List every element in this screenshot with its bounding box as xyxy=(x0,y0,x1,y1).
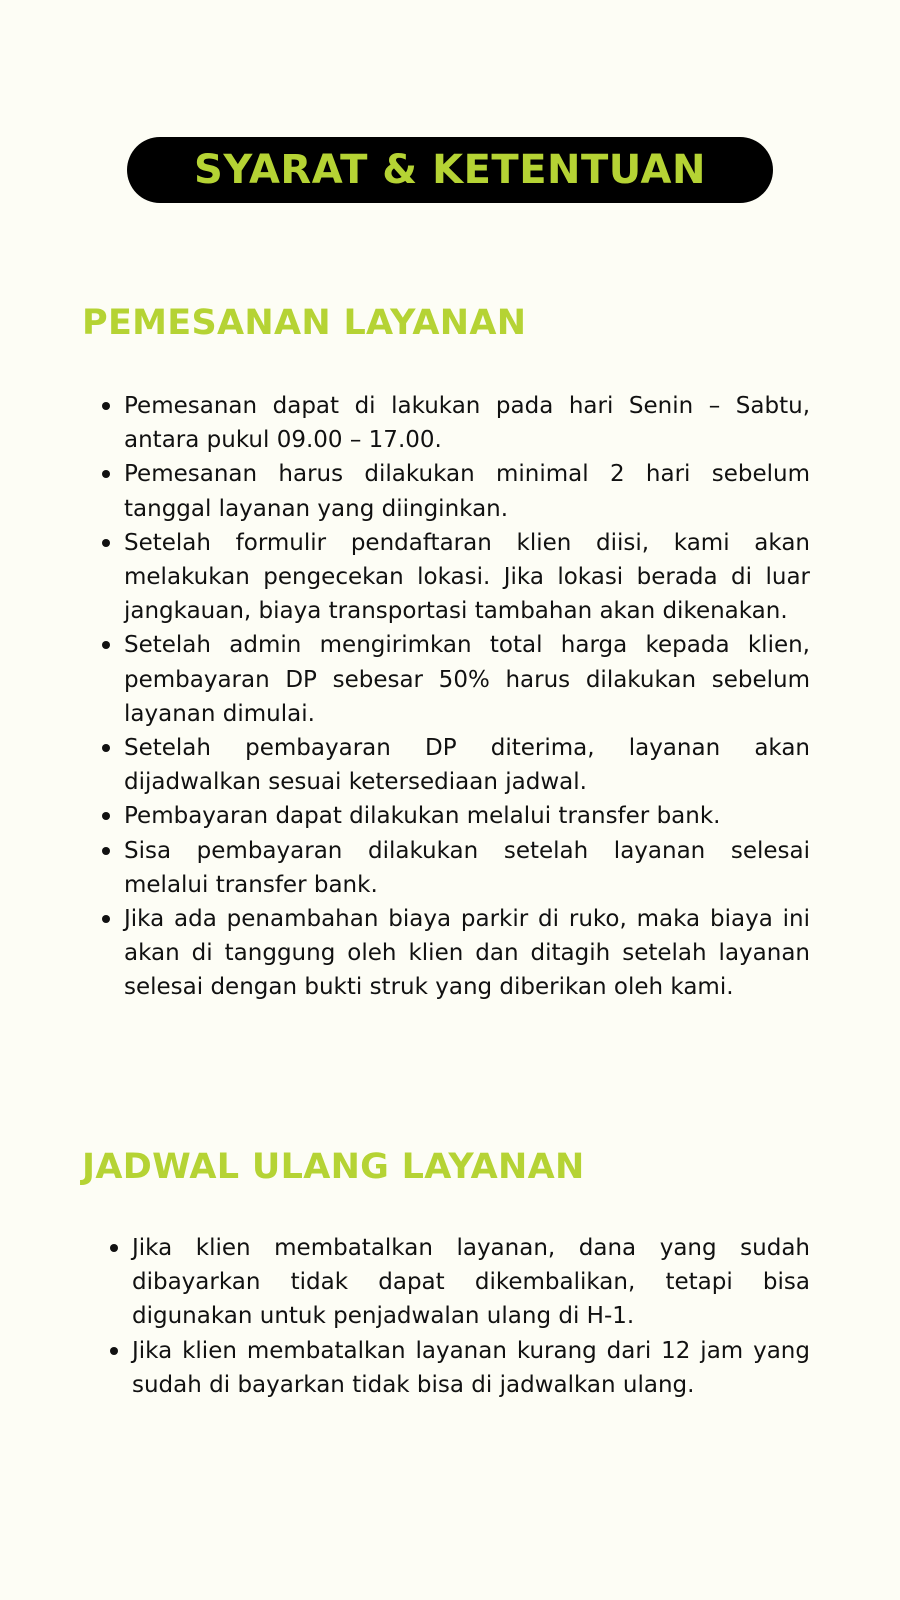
page-title: SYARAT & KETENTUAN xyxy=(194,147,706,193)
list-item: Setelah pembayaran DP diterima, layanan akan dijadwalkan sesuai ketersediaan jadwal. xyxy=(100,731,810,799)
list-item: Jika ada penambahan biaya parkir di ruko, maka biaya ini akan di tanggung oleh klien dan ditagih setelah layanan selesai dengan bukti struk yang diberikan oleh kami. xyxy=(100,902,810,1005)
list-item: Pembayaran dapat dilakukan melalui transfer bank. xyxy=(100,799,810,833)
list-item: Jika klien membatalkan layanan, dana yang sudah dibayarkan tidak dapat dikembalikan, tetapi bisa digunakan untuk penjadwalan ulang di H-1. xyxy=(108,1231,810,1334)
list-item: Setelah formulir pendaftaran klien diisi, kami akan melakukan pengecekan lokasi. Jika lokasi berada di luar jangkauan, biaya transportasi tambahan akan dikenakan. xyxy=(100,526,810,629)
pemesanan-list xyxy=(100,389,810,1005)
section-heading-jadwal-ulang: JADWAL ULANG LAYANAN xyxy=(82,1147,585,1187)
list-item: Setelah admin mengirimkan total harga kepada klien, pembayaran DP sebesar 50% harus dilakukan sebelum layanan dimulai. xyxy=(100,628,810,731)
title-banner xyxy=(127,137,773,203)
section-heading-pemesanan: PEMESANAN LAYANAN xyxy=(82,303,527,343)
list-item: Pemesanan dapat di lakukan pada hari Senin – Sabtu, antara pukul 09.00 – 17.00. xyxy=(100,389,810,457)
list-item: Pemesanan harus dilakukan minimal 2 hari sebelum tanggal layanan yang diinginkan. xyxy=(100,457,810,525)
list-item: Jika klien membatalkan layanan kurang dari 12 jam yang sudah di bayarkan tidak bisa di jadwalkan ulang. xyxy=(108,1334,810,1402)
jadwal-ulang-list xyxy=(108,1231,810,1402)
list-item: Sisa pembayaran dilakukan setelah layanan selesai melalui transfer bank. xyxy=(100,834,810,902)
